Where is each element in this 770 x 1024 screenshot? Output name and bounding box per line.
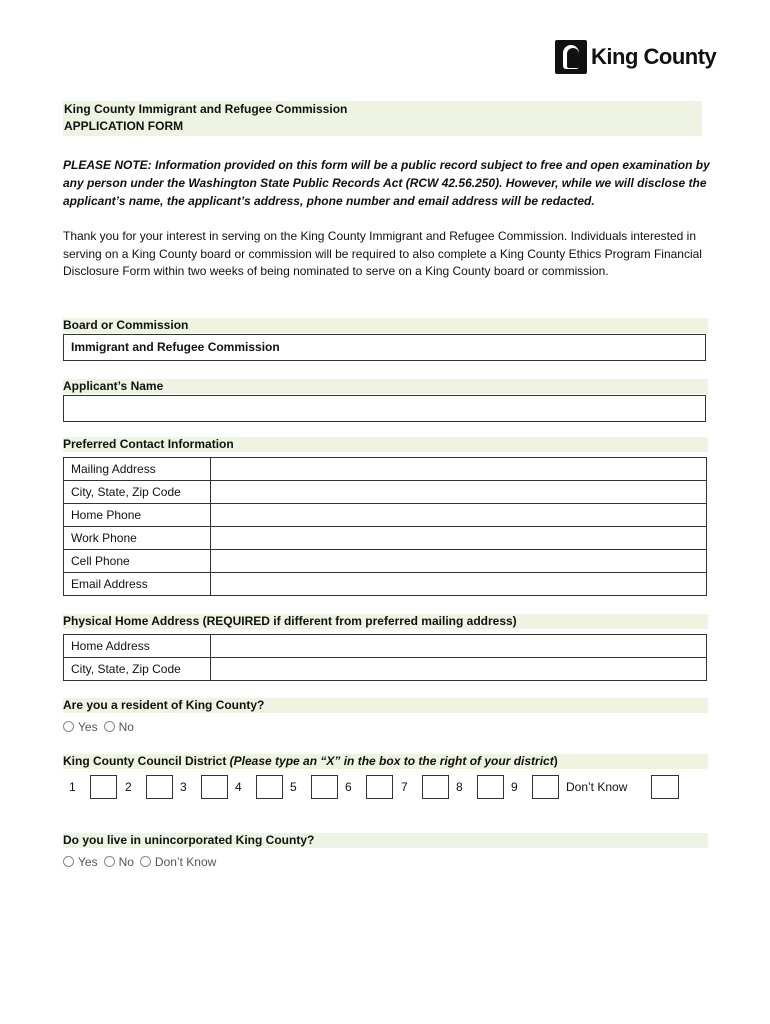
table-row	[64, 481, 707, 504]
unincorporated-dont-know-radio[interactable]	[140, 856, 151, 867]
district-8-box[interactable]	[477, 775, 504, 799]
district-label-end: )	[553, 754, 558, 768]
mailing-address-label: Mailing Address	[64, 458, 211, 481]
table-row	[64, 504, 707, 527]
resident-no-radio[interactable]	[104, 721, 115, 732]
district-4-label: 4	[235, 780, 242, 794]
unincorporated-yes-label: Yes	[78, 855, 98, 869]
district-7-label: 7	[401, 780, 408, 794]
district-9-box[interactable]	[532, 775, 559, 799]
intro-paragraph: Thank you for your interest in serving on the King County Immigrant and Refugee Commission. Individuals interested in serving on a King County board or commission will be required to also complete a King County Ethics Program Financial Disclosure Form within two weeks of being nominated to serve on a King County board or commission.	[63, 229, 702, 278]
district-8-label: 8	[456, 780, 463, 794]
form-title: APPLICATION FORM	[64, 119, 184, 133]
physical-city-state-zip-label: City, State, Zip Code	[64, 658, 211, 681]
physical-address-table	[63, 634, 707, 681]
table-row	[64, 635, 707, 658]
district-2-box[interactable]	[146, 775, 173, 799]
resident-no-label: No	[118, 720, 134, 734]
district-6-label: 6	[345, 780, 352, 794]
home-address-label: Home Address	[64, 635, 211, 658]
district-dont-know-label: Don’t Know	[566, 780, 628, 794]
district-3-label: 3	[180, 780, 187, 794]
unincorporated-dont-know-label: Don’t Know	[154, 855, 217, 869]
district-1-box[interactable]	[90, 775, 117, 799]
home-phone-field[interactable]	[211, 504, 707, 527]
email-address-label: Email Address	[64, 573, 211, 596]
district-question	[63, 754, 708, 769]
unincorporated-question: Do you live in unincorporated King County?	[63, 833, 708, 848]
resident-yes-label: Yes	[78, 720, 98, 734]
applicant-name-field[interactable]	[63, 395, 706, 422]
home-address-field[interactable]	[211, 635, 707, 658]
table-row	[64, 527, 707, 550]
contact-section-label: Preferred Contact Information	[63, 437, 708, 452]
district-label: King County Council District	[63, 754, 230, 768]
board-field[interactable]: Immigrant and Refugee Commission	[63, 334, 706, 361]
work-phone-label: Work Phone	[64, 527, 211, 550]
resident-question: Are you a resident of King County?	[63, 698, 708, 713]
applicant-name-label: Applicant’s Name	[63, 379, 708, 394]
district-1-label: 1	[69, 780, 76, 794]
table-row	[64, 458, 707, 481]
district-instruction: (Please type an “X” in the box to the right of your district	[229, 754, 554, 768]
logo-text: King County	[591, 44, 717, 69]
district-5-label: 5	[290, 780, 297, 794]
resident-options	[63, 720, 140, 734]
unincorporated-options	[63, 855, 222, 869]
unincorporated-no-label: No	[118, 855, 134, 869]
table-row	[64, 573, 707, 596]
district-options	[63, 775, 723, 801]
king-county-logo-icon	[555, 40, 587, 74]
table-row	[64, 550, 707, 573]
home-phone-label: Home Phone	[64, 504, 211, 527]
district-dont-know-box[interactable]	[651, 775, 679, 799]
form-title-bar	[63, 101, 702, 136]
district-4-box[interactable]	[256, 775, 283, 799]
unincorporated-no-radio[interactable]	[104, 856, 115, 867]
mailing-address-field[interactable]	[211, 458, 707, 481]
physical-city-state-zip-field[interactable]	[211, 658, 707, 681]
district-6-box[interactable]	[366, 775, 393, 799]
org-title: King County Immigrant and Refugee Commission	[64, 102, 348, 116]
district-3-box[interactable]	[201, 775, 228, 799]
district-9-label: 9	[511, 780, 518, 794]
cell-phone-field[interactable]	[211, 550, 707, 573]
public-record-note: PLEASE NOTE: Information provided on this form will be a public record subject to free and open examination by any person under the Washington State Public Records Act (RCW 42.56.250). However, while we will disclose the applicant’s name, the applicant’s address, phone number and email address will be redacted.	[63, 158, 710, 208]
contact-table	[63, 457, 707, 596]
resident-yes-radio[interactable]	[63, 721, 74, 732]
physical-address-label: Physical Home Address (REQUIRED if different from preferred mailing address)	[63, 614, 708, 629]
district-5-box[interactable]	[311, 775, 338, 799]
work-phone-field[interactable]	[211, 527, 707, 550]
table-row	[64, 658, 707, 681]
board-section-label: Board or Commission	[63, 318, 708, 333]
cell-phone-label: Cell Phone	[64, 550, 211, 573]
email-address-field[interactable]	[211, 573, 707, 596]
city-state-zip-field[interactable]	[211, 481, 707, 504]
king-county-logo	[555, 40, 716, 74]
unincorporated-yes-radio[interactable]	[63, 856, 74, 867]
district-2-label: 2	[125, 780, 132, 794]
city-state-zip-label: City, State, Zip Code	[64, 481, 211, 504]
district-7-box[interactable]	[422, 775, 449, 799]
